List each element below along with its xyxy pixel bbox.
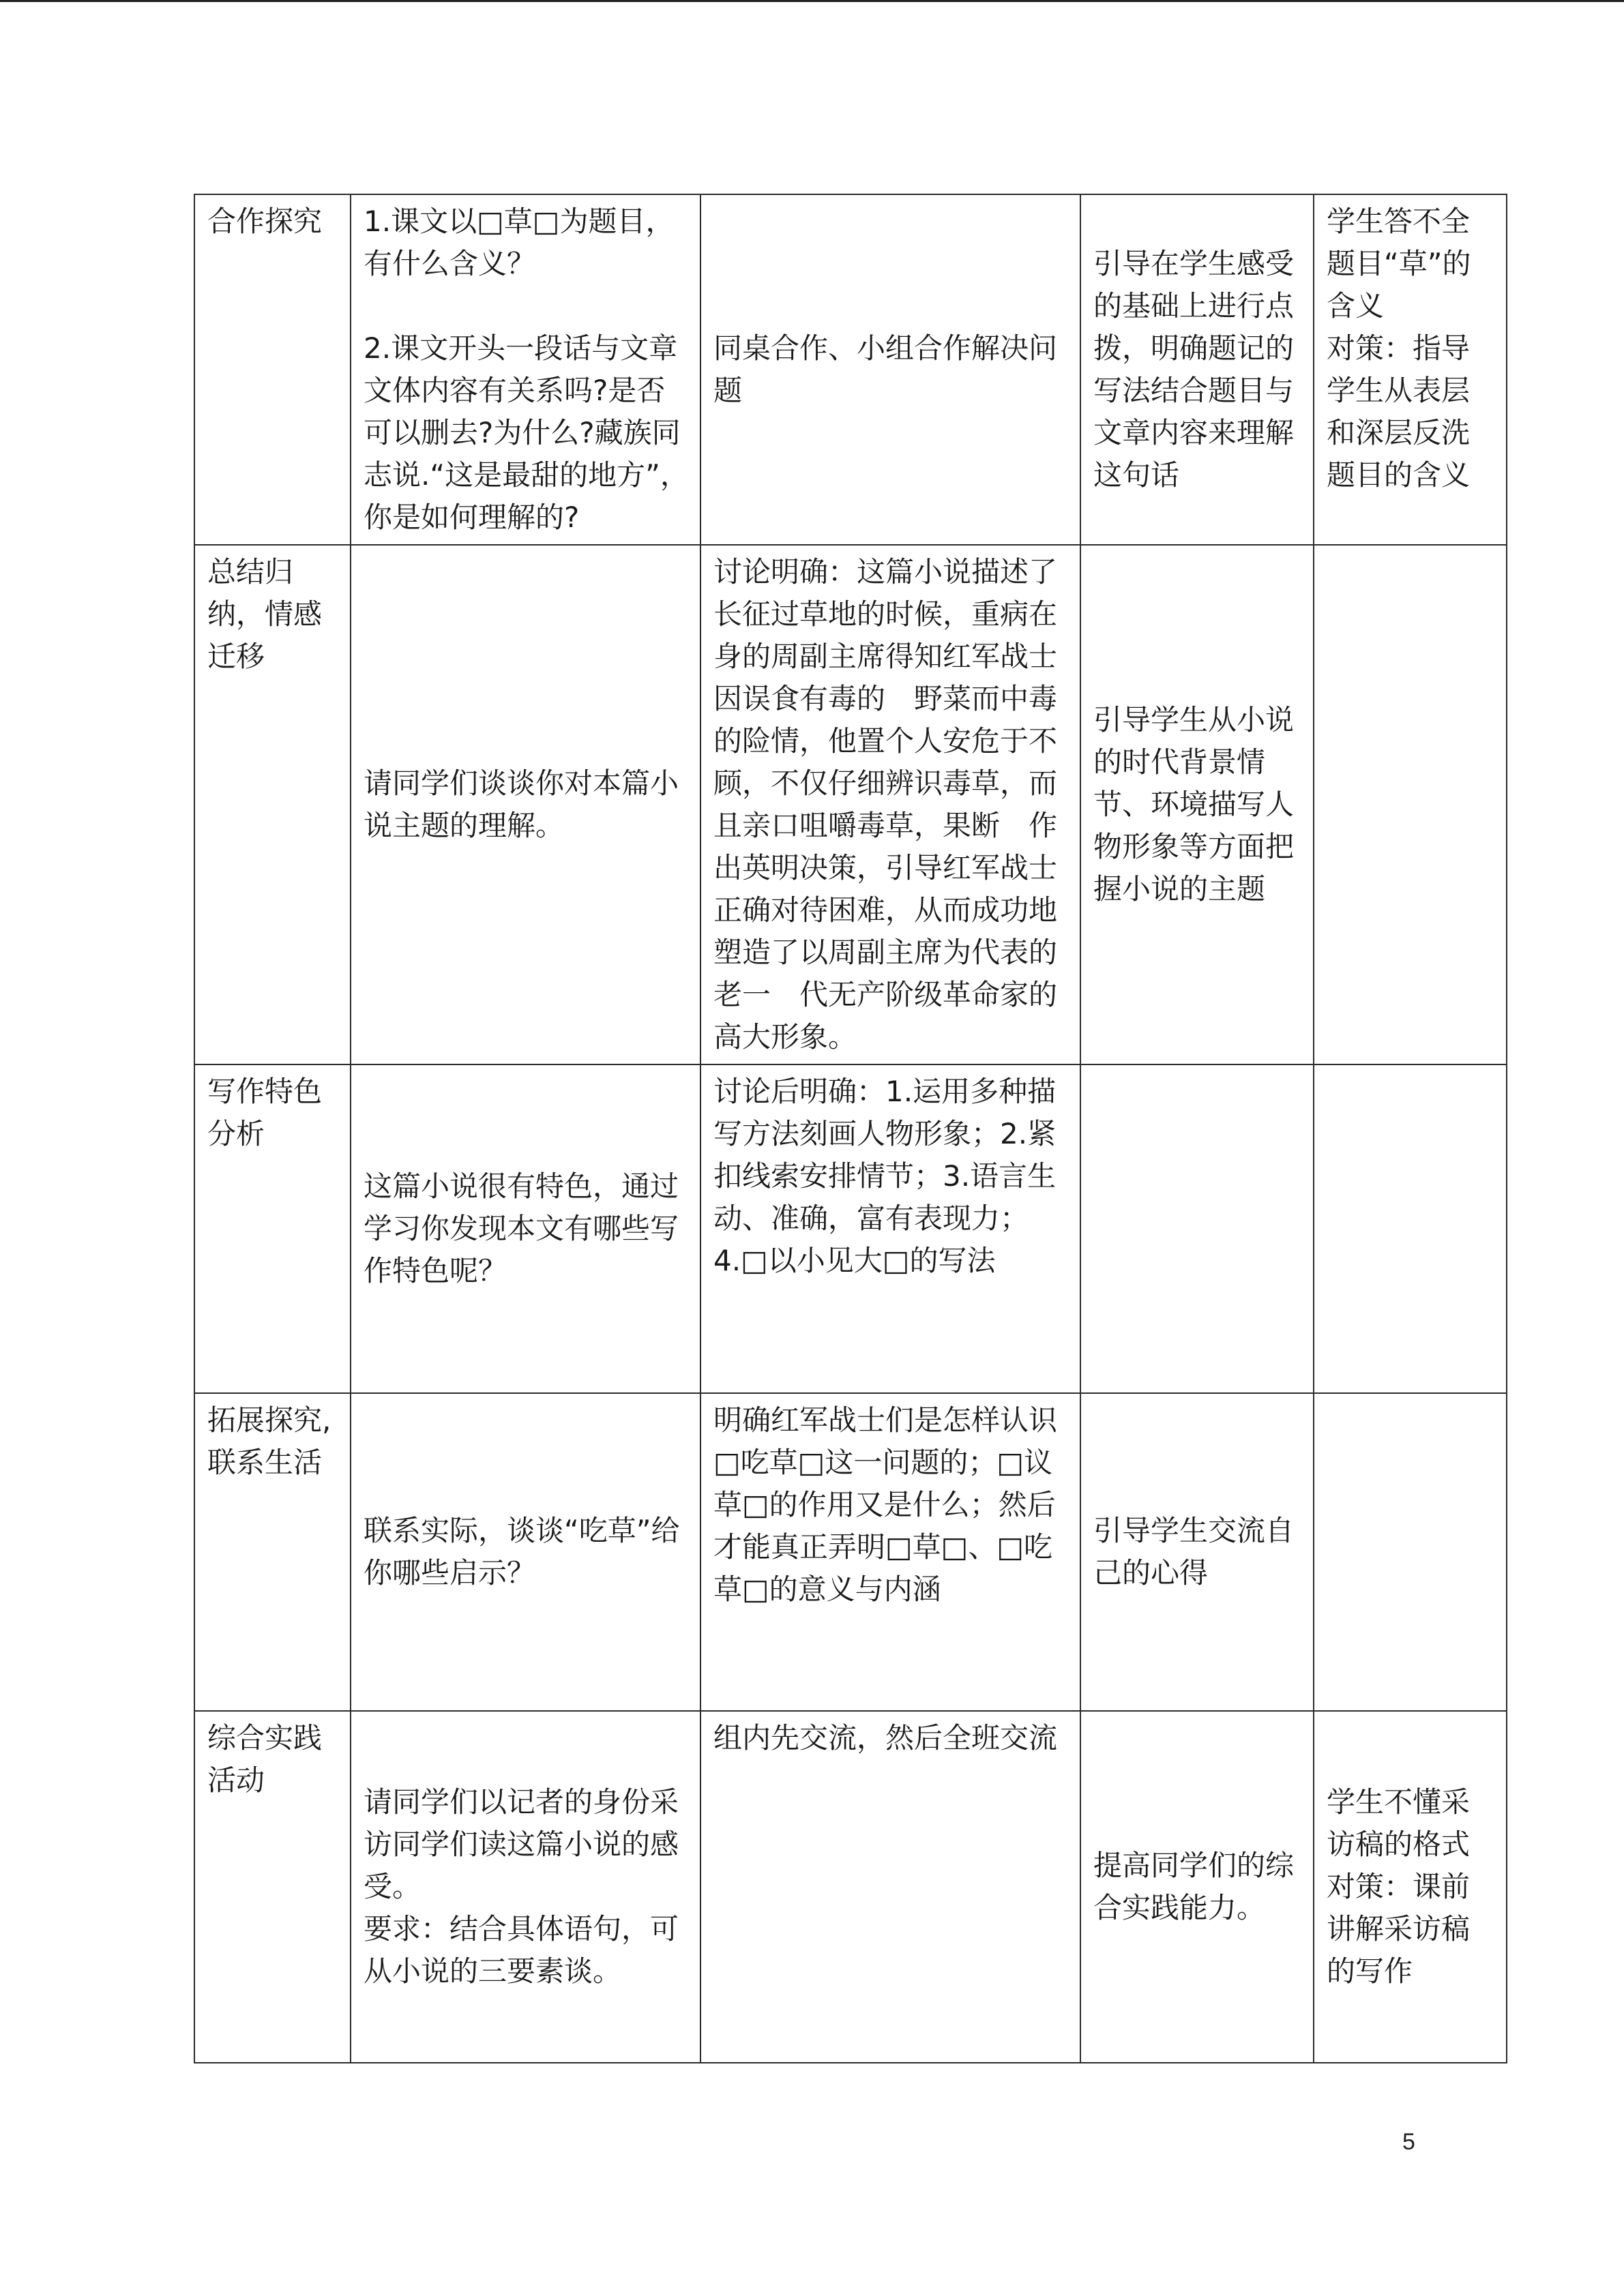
teacher-activity-cell: 引导学生从小说的时代背景情节、环境描写人物形象等方面把握小说的主题 [1080,545,1314,1064]
note-cell: 学生答不全题目“草”的含义 对策：指导学生从表层和深层反洗题目的含义 [1314,194,1507,545]
content-cell: 请同学们以记者的身份采访同学们读这篇小说的感受。 要求：结合具体语句，可从小说的三要素谈。 [351,1711,700,2063]
top-border-line [0,0,1624,2]
student-activity-cell: 同桌合作、小组合作解决问题 [700,194,1080,545]
student-activity-cell: 讨论明确：这篇小说描述了长征过草地的时候，重病在身的周副主席得知红军战士因误食有毒的 野菜而中毒的险情，他置个人安危于不顾，不仅仔细辨识毒草，而且亲口咀嚼毒草，果断 作出英明决策，引导红军战士正确对待困难，从而成功地塑造了以周副主席为代表的老一 代无产阶级革命家的高大形象。 [700,545,1080,1064]
stage-cell: 写作特色分析 [194,1064,351,1393]
teacher-activity-cell: 提高同学们的综合实践能力。 [1080,1711,1314,2063]
page-number: 5 [1402,2129,1415,2155]
note-cell: 学生不懂采访稿的格式 对策：课前讲解采访稿的写作 [1314,1711,1507,2063]
stage-cell: 综合实践活动 [194,1711,351,2063]
note-cell [1314,1064,1507,1393]
note-cell [1314,545,1507,1064]
content-cell: 联系实际，谈谈“吃草”给你哪些启示？ [351,1393,700,1711]
stage-cell: 总结归纳，情感迁移 [194,545,351,1064]
lesson-plan-table [194,194,1507,2063]
content-cell: 请同学们谈谈你对本篇小说主题的理解。 [351,545,700,1064]
content-cell: 这篇小说很有特色，通过学习你发现本文有哪些写作特色呢？ [351,1064,700,1393]
table-row [194,1711,1507,2063]
teacher-activity-cell: 引导在学生感受的基础上进行点拨，明确题记的写法结合题目与文章内容来理解这句话 [1080,194,1314,545]
stage-cell: 拓展探究,联系生活 [194,1393,351,1711]
table-row [194,1393,1507,1711]
student-activity-cell: 讨论后明确：1.运用多种描写方法刻画人物形象；2.紧扣线索安排情节；3.语言生动、准确，富有表现力；4.□以小见大□的写法 [700,1064,1080,1393]
stage-cell: 合作探究 [194,194,351,545]
teacher-activity-cell: 引导学生交流自己的心得 [1080,1393,1314,1711]
note-cell [1314,1393,1507,1711]
table-row [194,194,1507,545]
student-activity-cell: 组内先交流，然后全班交流 [700,1711,1080,2063]
table-row [194,1064,1507,1393]
student-activity-cell: 明确红军战士们是怎样认识□吃草□这一问题的；□议草□的作用又是什么；然后才能真正弄明□草□、□吃草□的意义与内涵 [700,1393,1080,1711]
teacher-activity-cell [1080,1064,1314,1393]
table-row [194,545,1507,1064]
content-cell: 1.课文以□草□为题目，有什么含义？ 2.课文开头一段话与文章文体内容有关系吗?是否可以删去?为什么?藏族同志说.“这是最甜的地方”，你是如何理解的? [351,194,700,545]
